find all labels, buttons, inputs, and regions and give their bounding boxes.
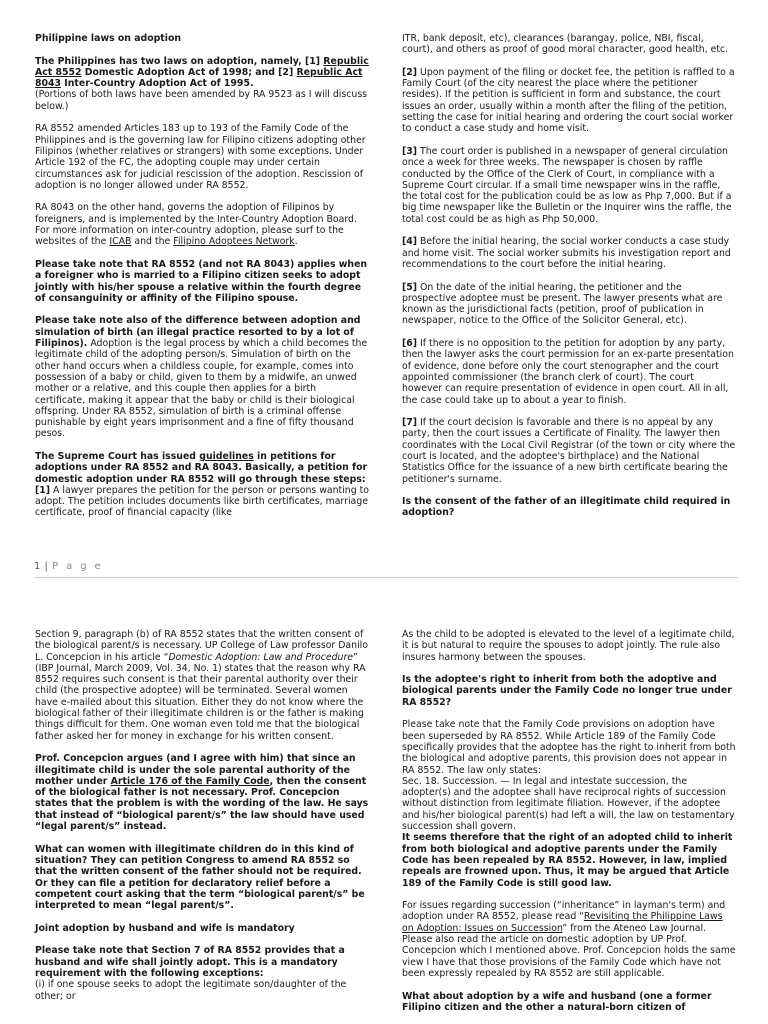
ra8043-paragraph: RA 8043 on the other hand, governs the adoption of Filipinos by foreigners, and is implemented by the Inter-Country Adoption Board. For more information on inter-country adoption, please surf to the websites of the ICAB and the Filipino Adoptees Network.	[35, 202, 357, 248]
father-consent-question: Is the consent of the father of an illegitimate child required in adoption?	[402, 496, 731, 519]
step-5: [5] On the date of the initial hearing, the petitioner and the prospective adoptee must be present. The lawyer presents what are known as the jurisdictional facts (petition, proof of publication in newspaper, notice to the Office of the Solicitor General, etc).	[402, 281, 723, 327]
section-18-quote: Sec. 18. Succession. — In legal and intestate succession, the adopter(s) and the adoptee shall have reciprocal rights of succession without distinction from legitimate filiation. However, if the adoptee and his/her biological parent(s) had left a will, the law on testamentary succession shall govern.	[402, 775, 735, 833]
page-number: 1	[34, 561, 41, 572]
page-2	[0, 578, 768, 1024]
wife-husband-question: What about adoption by a wife and husband (one a former Filipino citizen and the other a natural-born citizen of	[402, 990, 712, 1013]
concepcion-argument: Prof. Concepcion argues (and I agree with him) that since an illegitimate child is under the sole parental authority of the mother under Article 176 of the Family Code, then the consent of the biological father is not necessary. Prof. Concepcion states that the problem is with the wording of the law. He says that instead of “biological parent/s” the law should have used “legal parent/s” instead.	[35, 753, 369, 833]
filipino-adoptees-network-link[interactable]: Filipino Adoptees Network	[173, 236, 295, 248]
page1-left-column	[35, 33, 369, 530]
guidelines-link[interactable]: guidelines	[199, 450, 254, 462]
consent-paragraph: Section 9, paragraph (b) of RA 8552 states that the written consent of the biological parent/s is necessary. UP College of Law professor Danilo L. Concepcion in his article “Domestic Adoption: Law and Procedure” (IBP Journal, March 2009, Vol. 34, No. 1) states that the reason why RA 8552 requires such consent is that their parental authority over their child (the prospective adoptee) will be terminated. Several women have e-mailed about this situation. Either they do not know where the biological father of their illegitimate children is or the father is making things difficult for them. One woman even told me that the biological father asked her for money in exchange for his written consent.	[35, 629, 368, 742]
joint-adoption-reason: As the child to be adopted is elevated to the level of a legitimate child, it is but natural to require the spouses to adopt jointly. The rule also insures harmony between the spouses.	[402, 629, 735, 663]
step-6: [6] If there is no opposition to the petition for adoption by any party, then the lawyer asks the court permission for an ex-parte presentation of evidence, done before only the court stenographer and the court appointed commissioner (the branch clerk of court). The court however can require presentation of evidence in open court. All in all, the case could take up to about a year to finish.	[402, 338, 734, 406]
intro-paragraph: The Philippines has two laws on adoption, namely, [1] Republic Act 8552 Domestic Adoption Act of 1998; and [2] Republic Act 8043 Inter-Country Adoption Act of 1995.	[35, 55, 369, 90]
step-1-continued: ITR, bank deposit, etc), clearances (barangay, police, NBI, fiscal, court), and others as proof of good moral character, good health, etc.	[402, 33, 729, 56]
ra8552-paragraph: RA 8552 amended Articles 183 up to 193 of the Family Code of the Philippines and is the governing law for Filipino citizens adopting other Filipinos (whether relatives or strangers) with some exceptions. Under Article 192 of the FC, the adopting couple may under certain circumstances ask for judicial rescission of the adoption. Rescission of adoption is no longer allowed under RA 8552.	[35, 123, 366, 191]
intro-note: (Portions of both laws have been amended by RA 9523 as I will discuss below.)	[35, 89, 368, 112]
step-1: [1] A lawyer prepares the petition for the person or persons wanting to adopt. The petition includes documents like birth certificates, marriage certificate, proof of financial capacity (like	[35, 484, 370, 519]
page-footer: 1 | P a g e	[34, 561, 104, 572]
supreme-court-paragraph: The Supreme Court has issued guidelines in petitions for adoptions under RA 8552 and RA 8043. Basically, a petition for domestic adoption under RA 8552 will go through these steps:	[35, 450, 368, 485]
inheritance-question: Is the adoptee's right to inherit from both the adoptive and biological parents under the Family Code no longer true under RA 8552?	[402, 674, 732, 708]
foreigner-note: Please take note that RA 8552 (and not RA 8043) applies when a foreigner who is married to a Filipino citizen seeks to adopt jointly with his/her spouse a relative within the fourth degree of consanguinity or affinity of the Filipino spouse.	[35, 258, 368, 304]
joint-adoption-heading: Joint adoption by husband and wife is mandatory	[35, 922, 295, 934]
women-options-paragraph: What can women with illegitimate children do in this kind of situation? They can petition Congress to amend RA 8552 so that the written consent of the father should not be required. Or they can file a petition for declaratory relief before a competent court asking that the term “biological parent/s” be interpreted to mean “legal parent/s”.	[35, 843, 365, 912]
succession-paragraph: For issues regarding succession (“inheritance” in layman's term) and adoption under RA 8552, please read “Revisiting the Philippine Laws on Adoption: Issues on Succession” from the Ateneo Law Journal. Please also read the article on domestic adoption by UP Prof. Concepcion which I mentioned above. Prof. Concepcion holds the same view I have that those provisions of the Family Code which have not been expressly repealed by RA 8552 are still applicable.	[402, 900, 736, 979]
article-176-link[interactable]: Article 176 of the Family Code	[110, 775, 270, 787]
page1-right-column	[402, 33, 736, 530]
page2-left-column	[35, 629, 369, 1013]
step-2: [2] Upon payment of the filing or docket fee, the petition is raffled to a Family Court (of the city nearest the place where the petitioner resides). If the petition is sufficient in form and substance, the court issues an order, usually within a month after the filing of the petition, setting the case for initial hearing and ordering the court social worker to conduct a case study and home visit.	[402, 66, 735, 135]
page-label: P a g e	[52, 561, 104, 572]
icab-link[interactable]: ICAB	[109, 236, 132, 248]
ra8043-link[interactable]: Republic Act 8043	[35, 66, 363, 90]
document-title: Philippine laws on adoption	[35, 33, 182, 44]
exception-1: (i) if one spouse seeks to adopt the legitimate son/daughter of the other; or	[35, 979, 347, 1002]
page2-right-column	[402, 629, 736, 1024]
section-7-paragraph: Please take note that Section 7 of RA 8552 provides that a husband and wife shall jointly adopt. This is a mandatory requirement with the following exceptions:	[35, 945, 345, 979]
repeal-paragraph: It seems therefore that the right of an adopted child to inherit from both biological and adoptive parents under the Family Code has been repealed by RA 8552. However, in law, implied repeals are frowned upon. Thus, it may be argued that Article 189 of the Family Code is still good law.	[402, 832, 733, 889]
simulation-paragraph: Please take note also of the difference between adoption and simulation of birth (an illegal practice resorted to by a lot of Filipinos). Adoption is the legal process by which a child becomes the legitimate child of the adopting person/s. Simulation of birth on the other hand occurs when a childless couple, for example, comes into possession of a baby or child, given to them by a midwife, an unwed mother or a relative, and this couple then applies for a birth certificate, making it appear that the baby or child is their biological offspring. Under RA 8552, simulation of birth is a criminal offense punishable by eight years imprisonment and a fine of fifty thousand pesos.	[35, 315, 368, 440]
step-4: [4] Before the initial hearing, the social worker conducts a case study and home visit. The social worker submits his investigation report and recommendations to the court before the initial hearing.	[402, 236, 731, 270]
family-code-paragraph: Please take note that the Family Code provisions on adoption have been superseded by RA 8552. While Article 189 of the Family Code specifically provides that the adoptee has the right to inherit from both the biological and adoptive parents, this provision does not appear in RA 8552. The law only states:	[402, 719, 736, 776]
ateneo-article-link[interactable]: Revisiting the Philippine Laws on Adoption: Issues on Succession	[402, 911, 723, 934]
step-7: [7] If the court decision is favorable and there is no appeal by any party, then the court issues a Certificate of Finality. The lawyer then coordinates with the Local Civil Registrar (of the town or city where the court is located, and the adoptee's birthplace) and the National Statistics Office for the issuance of a new birth certificate bearing the petitioner's surname.	[402, 417, 736, 485]
ra8552-link[interactable]: Republic Act 8552	[35, 55, 369, 78]
step-3: [3] The court order is published in a newspaper of general circulation once a week for three weeks. The newspaper is chosen by raffle conducted by the Office of the Clerk of Court, in compliance with a Supreme Court circular. If a small time newspaper wins in the raffle, the total cost for the publication could be as low as Php 7,000. But if a big time newspaper like the Bulletin or the Inquirer wins the raffle, the total cost could be as high as Php 50,000.	[402, 145, 732, 225]
